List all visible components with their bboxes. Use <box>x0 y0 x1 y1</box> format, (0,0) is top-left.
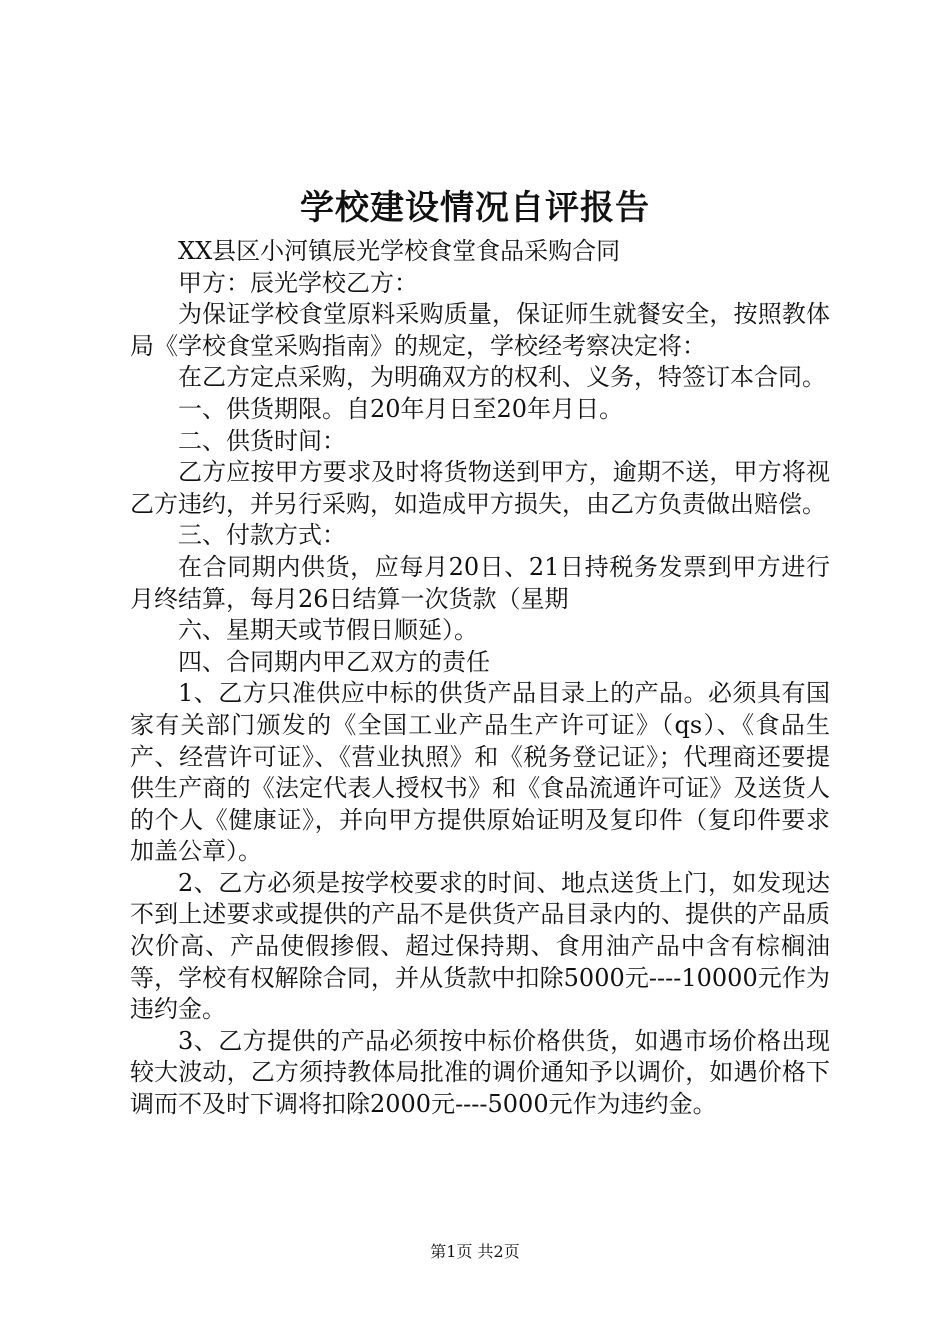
paragraph-purpose: 为保证学校食堂原料采购质量，保证师生就餐安全，按照教体局《学校食堂采购指南》的规定，学校经考察决定将： <box>130 300 830 360</box>
paragraph-clause-3: 3、乙方提供的产品必须按中标价格供货，如遇市场价格出现较大波动，乙方须持教体局批准的调价通知予以调价，如遇价格下调而不及时下调将扣除2000元----5000元作为违约金。 <box>130 1026 830 1119</box>
document-title: 学校建设情况自评报告 <box>300 188 650 228</box>
paragraph-section-4-heading: 四、合同期内甲乙双方的责任 <box>178 647 490 676</box>
paragraph-section-3-heading: 三、付款方式： <box>178 521 346 550</box>
document-body <box>130 236 830 1121</box>
paragraph-section-3-continued: 六、星期天或节假日顺延）。 <box>178 616 478 645</box>
paragraph-clause-2: 2、乙方必须是按学校要求的时间、地点送货上门，如发现达不到上述要求或提供的产品不是供货产品目录内的、提供的产品质次价高、产品使假掺假、超过保持期、食用油产品中含有棕榈油等，学校有权解除合同，并从货款中扣除5000元----10000元作为违约金。 <box>130 868 830 1024</box>
paragraph-section-1: 一、供货期限。自20年月日至20年月日。 <box>178 394 624 423</box>
page-footer: 第1页 共2页 <box>430 1242 520 1261</box>
paragraph-section-2-heading: 二、供货时间： <box>178 426 346 455</box>
paragraph-section-3-body: 在合同期内供货，应每月20日、21日持税务发票到甲方进行月终结算，每月26日结算一次货款（星期 <box>130 552 830 613</box>
paragraph-parties: 甲方：辰光学校乙方： <box>178 268 418 297</box>
paragraph-purpose-continued: 在乙方定点采购，为明确双方的权利、义务，特签订本合同。 <box>178 363 826 392</box>
paragraph-section-2-body: 乙方应按甲方要求及时将货物送到甲方，逾期不送，甲方将视乙方违约，并另行采购，如造成甲方损失，由乙方负责做出赔偿。 <box>130 458 830 518</box>
paragraph-contract-heading: XX县区小河镇辰光学校食堂食品采购合同 <box>178 237 621 265</box>
paragraph-clause-1: 1、乙方只准供应中标的供货产品目录上的产品。必须具有国家有关部门颁发的《全国工业产品生产许可证》（qs）、《食品生产、经营许可证》、《营业执照》和《税务登记证》；代理商还要提供生产商的《法定代表人授权书》和《食品流通许可证》及送货人的个人《健康证》，并向甲方提供原始证明及复印件（复印件要求加盖公章）。 <box>130 679 830 866</box>
